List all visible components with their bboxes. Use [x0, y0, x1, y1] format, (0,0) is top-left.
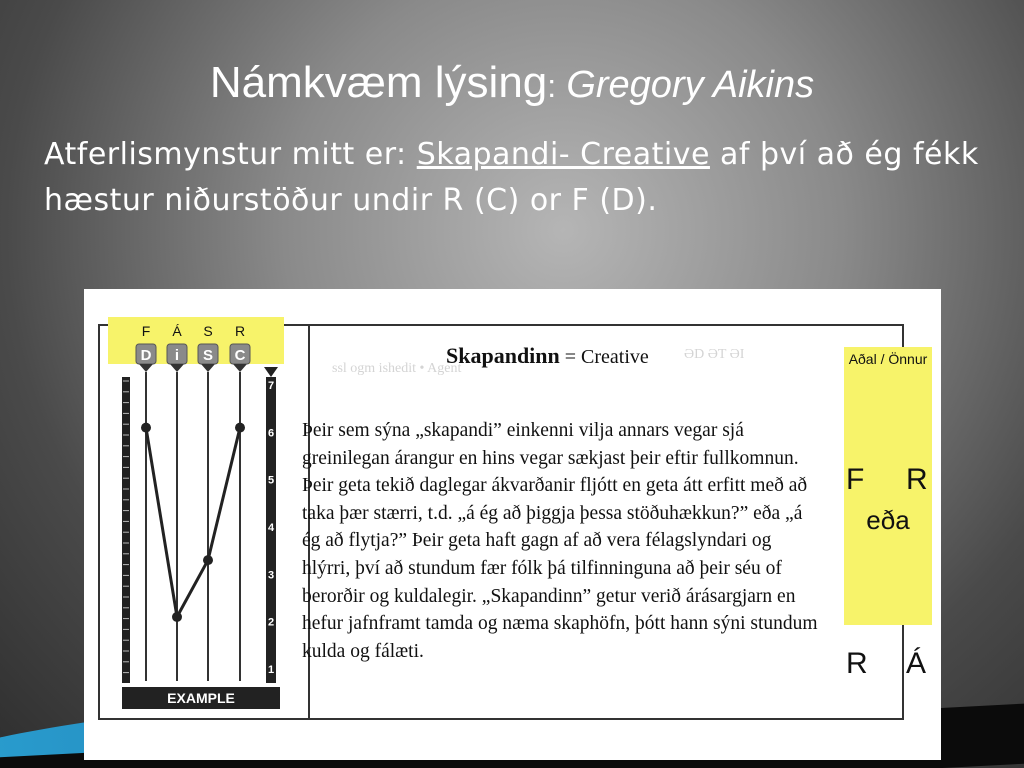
panel-row1-left: F — [846, 463, 865, 496]
data-point-i — [172, 612, 182, 622]
top-label-0: F — [141, 323, 151, 339]
intro-prefix: Atferlismynstur mitt er: — [44, 137, 417, 172]
scale-label-6: 6 — [267, 427, 275, 440]
slide-title — [0, 58, 1024, 108]
profile-line — [146, 428, 240, 617]
scale-label-4: 4 — [267, 522, 275, 534]
card-heading-rest: = Creative — [559, 346, 649, 368]
data-point-S — [203, 555, 213, 565]
intro-suffix: af því að ég fékk hæstur niðurstöður undir R (C) or F (D). — [44, 137, 979, 218]
badge-arrow-0 — [139, 364, 153, 372]
badge-arrow-1 — [170, 364, 184, 372]
panel-header: Aðal / Önnur — [848, 351, 928, 367]
bleed-through-text: ssl ogm ishedit • Agent — [332, 361, 462, 376]
category-label-1: i — [174, 347, 180, 364]
example-label: EXAMPLE — [167, 690, 235, 706]
category-label-0: D — [140, 347, 152, 364]
scale-label-2: 2 — [267, 616, 275, 629]
scale-label-7: 7 — [267, 380, 275, 392]
card-heading — [446, 343, 649, 369]
title-text: Námkvæm lýsing — [209, 58, 548, 107]
title-separator: : — [547, 68, 557, 104]
panel-row1-right: R — [906, 463, 928, 496]
badge-arrow-2 — [201, 364, 215, 372]
top-label-2: S — [203, 323, 213, 339]
data-point-D — [141, 423, 151, 433]
intro-paragraph — [44, 132, 994, 224]
disc-profile-card — [84, 289, 941, 760]
category-label-3: C — [234, 347, 246, 364]
panel-middle: eða — [866, 505, 910, 535]
badge-arrow-3 — [233, 364, 247, 372]
top-label-1: Á — [172, 323, 182, 339]
panel-row2-left: R — [846, 647, 868, 680]
card-body: Þeir sem sýna „skapandi” einkenni vilja annars vegar sjá greinilegan árangur en hins vegar sækjast þeir eftir fullkomnun. Þeir geta tekið daglegar ákvarðanir fljótt en geta átt erfitt með að taka þær stærri, t.d. „á ég að þiggja þessa stöðuhækkun?” eða „á ég að flytja?” Þeir geta haft gagn af að vera félagslyndari og hlýrri, því að stundum fær fólk þá tilfinninguna að þeir séu of berorðir og kuldalegir. „Skapandinn” getur verið árásargjarn en hefur jafnframt tamda og næma skaphöfn, þótt hann sýni stundum kulda og fálæti. — [302, 420, 818, 662]
data-point-C — [235, 423, 245, 433]
author-name: Gregory Aikins — [566, 64, 815, 106]
category-label-2: S — [202, 347, 214, 364]
panel-row2-right: Á — [906, 647, 927, 680]
card-heading-bold: Skapandinn — [446, 343, 560, 368]
chart-highlight — [108, 317, 284, 364]
right-scale-arrow — [264, 367, 278, 377]
scale-label-3: 3 — [267, 569, 275, 582]
left-scale-bar — [122, 377, 130, 683]
top-label-3: R — [234, 323, 246, 339]
primary-secondary-panel — [844, 347, 932, 680]
scale-label-1: 1 — [267, 664, 275, 676]
intro-highlight: Skapandi- Creative — [416, 137, 710, 172]
scale-label-5: 5 — [267, 474, 275, 487]
bleed-through-text: ƏD ƏT ƏI — [684, 347, 745, 362]
